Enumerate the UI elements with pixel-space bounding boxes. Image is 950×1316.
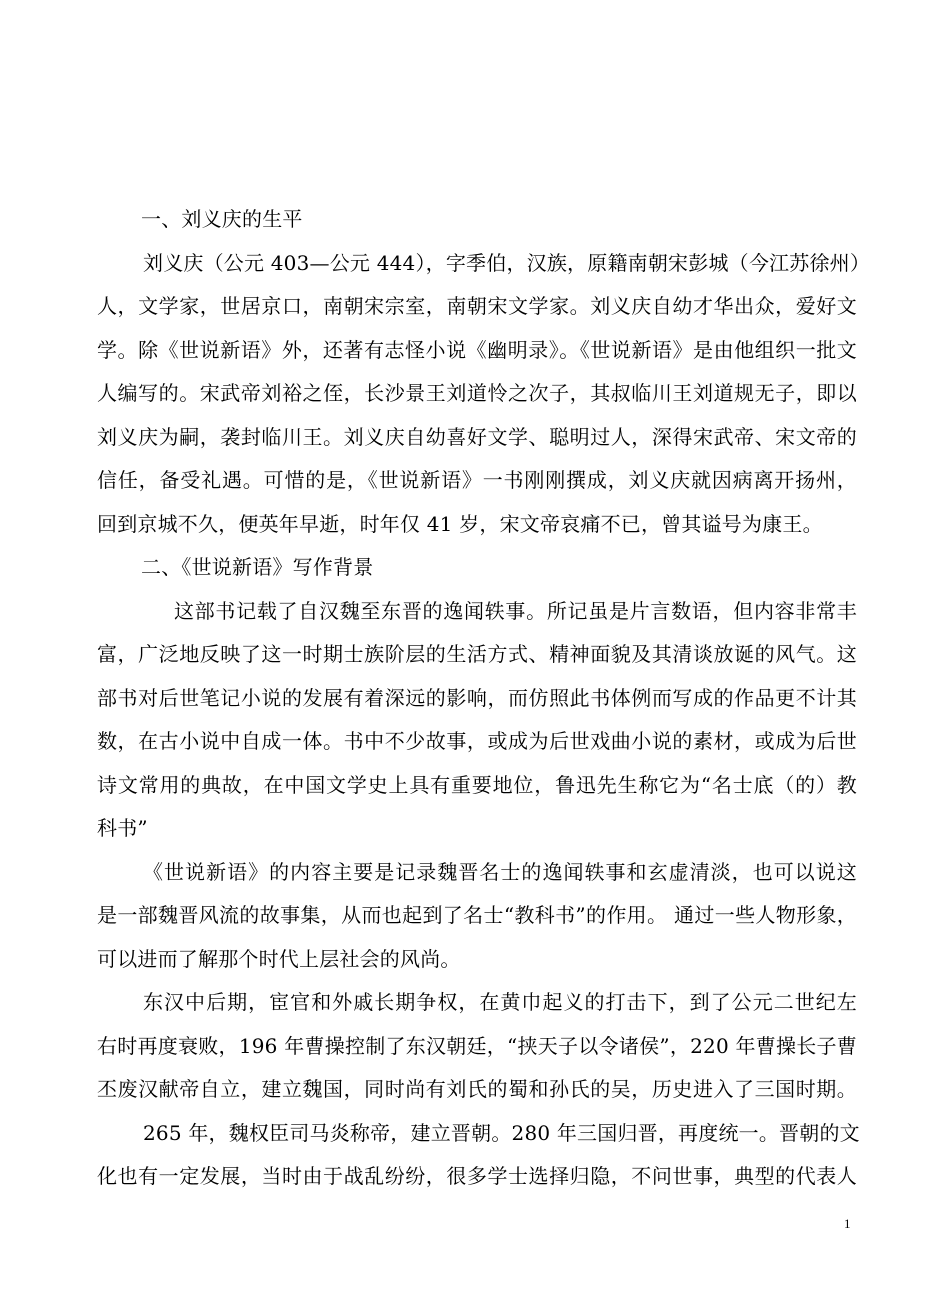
paragraph-line: 是一部魏晋风流的故事集，从而也起到了名士“教科书”的作用。 通过一些人物形象，: [97, 903, 857, 927]
page-number: 1: [844, 1216, 851, 1231]
paragraph-line: 化也有一定发展，当时由于战乱纷纷，很多学士选择归隐，不问世事，典型的代表人: [97, 1164, 857, 1188]
paragraph-line: 丕废汉献帝自立，建立魏国，同时尚有刘氏的蜀和孙氏的吴，历史进入了三国时期。: [97, 1077, 857, 1101]
paragraph-line: 科书”: [97, 816, 148, 840]
paragraph-line: 人编写的。宋武帝刘裕之侄，长沙景王刘道怜之次子，其叔临川王刘道规无子，即以: [97, 381, 857, 405]
paragraph-line: 数，在古小说中自成一体。书中不少故事，或成为后世戏曲小说的素材，或成为后世: [97, 729, 857, 753]
paragraph-line: 部书对后世笔记小说的发展有着深远的影响，而仿照此书体例而写成的作品更不计其: [97, 685, 857, 710]
paragraph-line: 右时再度衰败，196 年曹操控制了东汉朝廷，“挟天子以令诸侯”，220 年曹操长子曹: [97, 1033, 857, 1058]
paragraph-line: 刘义庆（公元 403—公元 444），字季伯，汉族，原籍南朝宋彭城（今江苏徐州）: [143, 250, 871, 275]
paragraph-line: 这部书记载了自汉魏至东晋的逸闻轶事。所记虽是片言数语，但内容非常丰: [174, 598, 857, 623]
paragraph-line: 可以进而了解那个时代上层社会的风尚。: [97, 946, 461, 971]
paragraph-line: 265 年，魏权臣司马炎称帝，建立晋朝。280 年三国归晋，再度统一。晋朝的文: [143, 1120, 860, 1145]
paragraph-line: 《世说新语》的内容主要是记录魏晋名士的逸闻轶事和玄虚清淡，也可以说这: [143, 859, 857, 884]
paragraph-line: 人，文学家，世居京口，南朝宋宗室，南朝宋文学家。刘义庆自幼才华出众，爱好文: [97, 294, 857, 318]
paragraph-line: 富，广泛地反映了这一时期士族阶层的生活方式、精神面貌及其清谈放诞的风气。这: [97, 642, 857, 666]
document-body: [97, 198, 871, 1199]
section-heading-background: 二、《世说新语》写作背景: [141, 555, 374, 579]
paragraph-line: 东汉中后期，宦官和外戚长期争权，在黄巾起义的打击下，到了公元二世纪左: [143, 990, 857, 1014]
section-heading-biography: 一、刘义庆的生平: [141, 207, 303, 231]
paragraph-line: 回到京城不久，便英年早逝，时年仅 41 岁，宋文帝哀痛不已，曾其谥号为康王。: [97, 511, 823, 536]
paragraph-line: 诗文常用的典故，在中国文学史上具有重要地位，鲁迅先生称它为“名士底（的）教: [97, 772, 857, 797]
paragraph-line: 学。除《世说新语》外，还著有志怪小说《幽明录》。《世说新语》是由他组织一批文: [97, 337, 857, 362]
paragraph-line: 信任，备受礼遇。可惜的是，《世说新语》一书刚刚撰成，刘义庆就因病离开扬州，: [97, 468, 857, 492]
paragraph-line: 刘义庆为嗣，袭封临川王。刘义庆自幼喜好文学、聪明过人，深得宋武帝、宋文帝的: [97, 424, 857, 449]
